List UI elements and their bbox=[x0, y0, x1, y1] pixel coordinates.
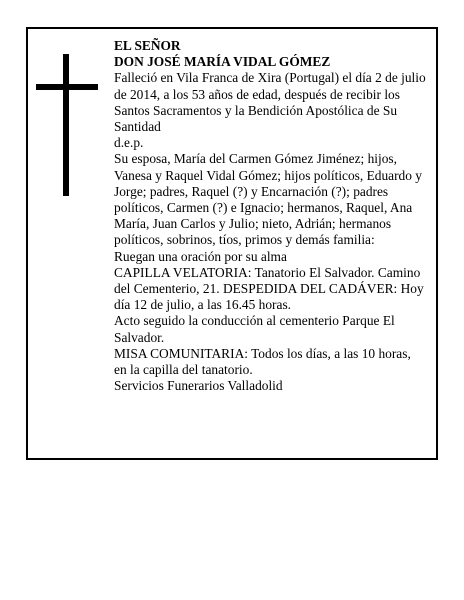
funeral-services-provider: Servicios Funerarios Valladolid bbox=[114, 378, 283, 394]
obituary-title: EL SEÑOR bbox=[114, 38, 181, 53]
wake-and-farewell-info: CAPILLA VELATORIA: Tanatorio El Salvador. Camino del Cementerio, 21. DESPEDIDA DEL CADÁVER: Hoy día 12 de julio, a las 16.45 horas. bbox=[114, 264, 424, 313]
death-announcement: Falleció en Vila Franca de Xira (Portugal) el día 2 de julio de 2014, a los 53 años de edad, después de recibir los Santos Sacramentos y la Bendición Apostólica de Su Santidad bbox=[114, 70, 426, 135]
cross-vertical-bar bbox=[63, 54, 69, 196]
mass-info: MISA COMUNITARIA: Todos los días, a las 10 horas, en la capilla del tanatorio. bbox=[114, 345, 411, 378]
prayer-request: Ruegan una oración por su alma bbox=[114, 248, 287, 264]
deceased-name: DON JOSÉ MARÍA VIDAL GÓMEZ bbox=[114, 54, 331, 70]
burial-info: Acto seguido la conducción al cementerio Parque El Salvador. bbox=[114, 313, 395, 345]
obituary-text bbox=[114, 38, 426, 394]
cross-horizontal-bar bbox=[36, 84, 98, 90]
cross-icon bbox=[36, 54, 98, 196]
family-list: Su esposa, María del Carmen Gómez Jiménez; hijos, Vanesa y Raquel Vidal Gómez; hijos políticos, Eduardo y Jorge; padres, Raquel (?) y Encarnación (?); padres políticos, Carmen (?) e Ignacio; hermanos, Raquel, Ana María, Juan Carlos y Julio; nieto, Adrián; hermanos políticos, sobrinos, tíos, primos y demás familia: bbox=[114, 151, 422, 248]
rip-abbreviation: d.e.p. bbox=[114, 135, 144, 151]
